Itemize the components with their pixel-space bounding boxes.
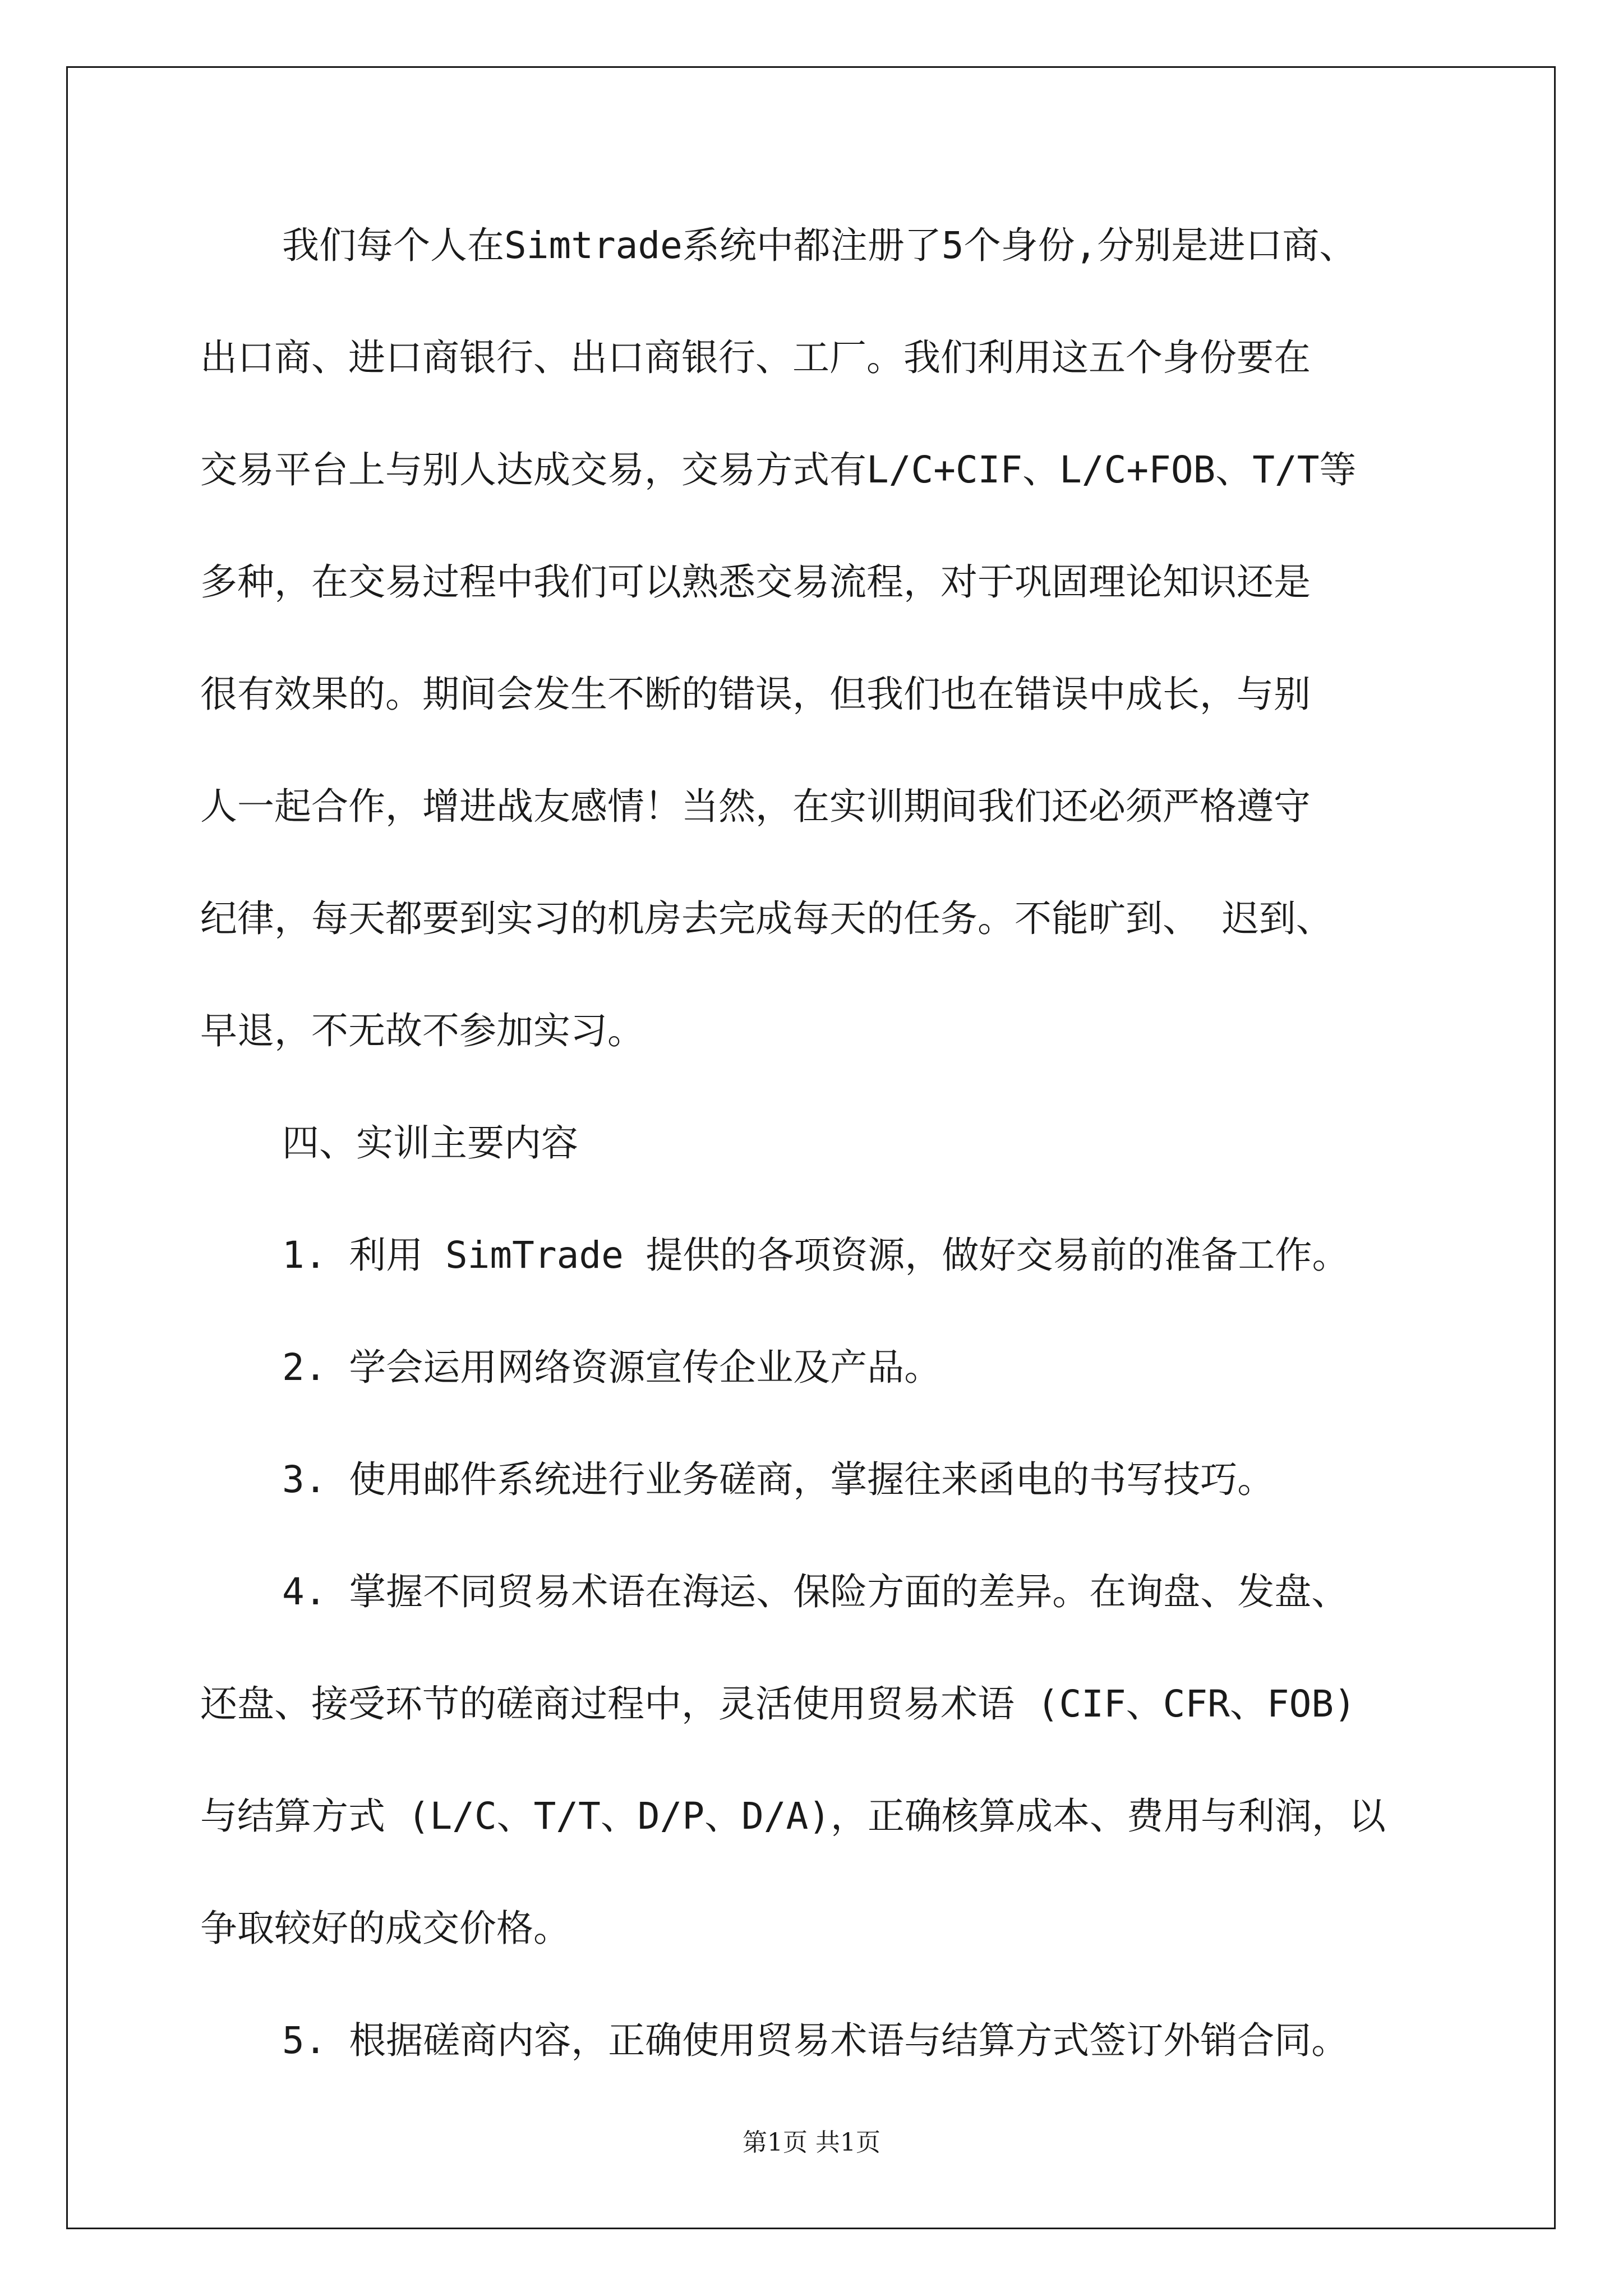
paragraph-1-line-4: 多种，在交易过程中我们可以熟悉交易流程，对于巩固理论知识还是 (200, 560, 1311, 604)
paragraph-1-line-5: 很有效果的。期间会发生不断的错误，但我们也在错误中成长，与别 (200, 673, 1311, 716)
list-item-4-line-1: 4. 掌握不同贸易术语在海运、保险方面的差异。在询盘、发盘、 (282, 1570, 1349, 1613)
list-item-2: 2. 学会运用网络资源宣传企业及产品。 (282, 1346, 942, 1389)
paragraph-1-line-1: 我们每个人在Simtrade系统中都注册了5个身份,分别是进口商、 (282, 224, 1357, 267)
section-heading: 四、实训主要内容 (282, 1121, 578, 1165)
list-item-4-line-4: 争取较好的成交价格。 (200, 1907, 570, 1950)
list-item-5: 5. 根据磋商内容，正确使用贸易术语与结算方式签订外销合同。 (282, 2019, 1349, 2062)
page-footer: 第1页 共1页 (743, 2128, 880, 2157)
list-item-4-line-3: 与结算方式 (L/C、T/T、D/P、D/A)，正确核算成本、费用与利润，以 (200, 1795, 1386, 1838)
paragraph-1-line-2: 出口商、进口商银行、出口商银行、工厂。我们利用这五个身份要在 (200, 336, 1311, 379)
list-item-1: 1. 利用 SimTrade 提供的各项资源，做好交易前的准备工作。 (282, 1234, 1349, 1277)
paragraph-1-line-6: 人一起合作，增进战友感情！当然，在实训期间我们还必须严格遵守 (200, 785, 1311, 828)
list-item-4-line-2: 还盘、接受环节的磋商过程中，灵活使用贸易术语 (CIF、CFR、FOB) (200, 1682, 1356, 1726)
paragraph-1-line-3: 交易平台上与别人达成交易，交易方式有L/C+CIF、L/C+FOB、T/T等 (200, 448, 1357, 491)
paragraph-1-line-8: 早退，不无故不参加实习。 (200, 1009, 644, 1052)
paragraph-1-line-7: 纪律，每天都要到实习的机房去完成每天的任务。不能旷到、 迟到、 (200, 897, 1333, 940)
list-item-3: 3. 使用邮件系统进行业务磋商，掌握往来函电的书写技巧。 (282, 1458, 1275, 1501)
